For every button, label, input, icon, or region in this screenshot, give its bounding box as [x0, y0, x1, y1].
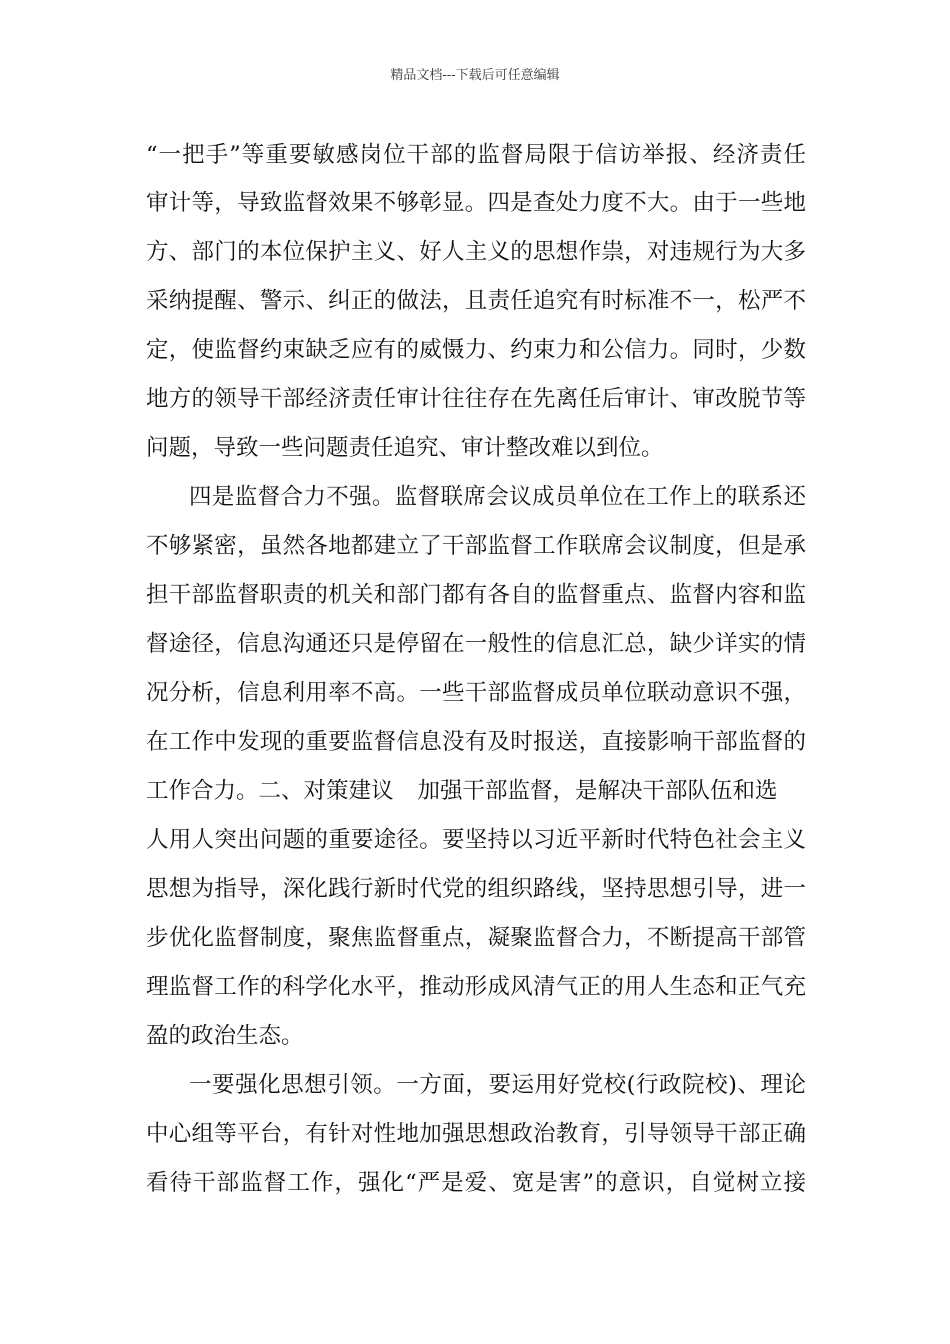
section-heading-inline: 工作合力。二、对策建议: [146, 778, 394, 804]
text-line: 方、部门的本位保护主义、好人主义的思想作祟，对违规行为大多: [146, 239, 806, 265]
text-line: 中心组等平台，有针对性地加强思想政治教育，引导领导干部正确: [146, 1121, 806, 1147]
text-line: 督途径，信息沟通还只是停留在一般性的信息汇总，缺少详实的情: [146, 631, 806, 657]
text-line: 理监督工作的科学化水平，推动形成风清气正的用人生态和正气充: [146, 974, 806, 1000]
text-line: 担干部监督职责的机关和部门都有各自的监督重点、监督内容和监: [146, 582, 806, 608]
page-header: 精品文档---下载后可任意编辑: [390, 68, 560, 83]
text-line: 审计等，导致监督效果不够彰显。四是查处力度不大。由于一些地: [146, 190, 806, 216]
text-line: 问题，导致一些问题责任追究、审计整改难以到位。: [146, 435, 664, 461]
text-line: [146, 776, 806, 806]
text-line: 步优化监督制度，聚焦监督重点，凝聚监督合力，不断提高干部管: [146, 925, 806, 951]
paragraph-first-line: 一要强化思想引领。一方面，要运用好党校(行政院校)、理论: [189, 1072, 806, 1098]
text-line: 思想为指导，深化践行新时代党的组织路线，坚持思想引导，进一: [146, 876, 806, 902]
text-line: 盈的政治生态。: [146, 1023, 304, 1049]
text-line: 况分析，信息利用率不高。一些干部监督成员单位联动意识不强，: [146, 680, 806, 706]
text-line: 地方的领导干部经济责任审计往往存在先离任后审计、审改脱节等: [146, 386, 806, 412]
text-line: 不够紧密，虽然各地都建立了干部监督工作联席会议制度，但是承: [146, 533, 806, 559]
text-line: 看待干部监督工作，强化“严是爱、宽是害”的意识，自觉树立接: [146, 1170, 806, 1196]
text-continuation: 加强干部监督，是解决干部队伍和选: [417, 778, 778, 804]
text-line: 定，使监督约束缺乏应有的威慑力、约束力和公信力。同时，少数: [146, 337, 806, 363]
text-line: “一把手”等重要敏感岗位干部的监督局限于信访举报、经济责任: [146, 142, 806, 168]
text-line: 人用人突出问题的重要途径。要坚持以习近平新时代特色社会主义: [146, 827, 806, 853]
text-line: 在工作中发现的重要监督信息没有及时报送，直接影响干部监督的: [146, 729, 806, 755]
paragraph-first-line: 四是监督合力不强。监督联席会议成员单位在工作上的联系还: [189, 484, 806, 510]
text-line: 采纳提醒、警示、纠正的做法，且责任追究有时标准不一，松严不: [146, 288, 806, 314]
